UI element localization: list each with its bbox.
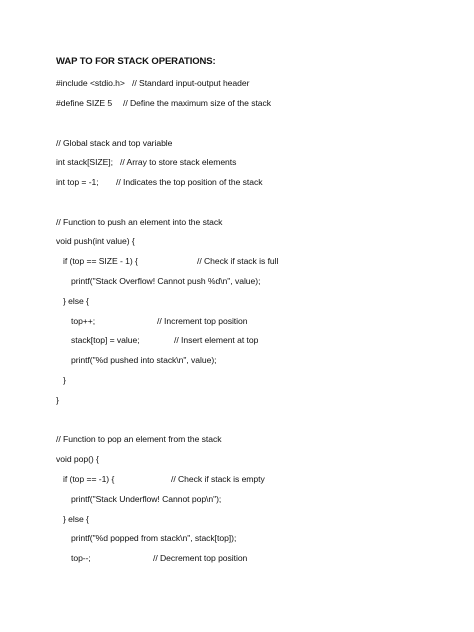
code-text: } else { (63, 296, 89, 306)
code-comment: // Check if stack is full (197, 256, 279, 266)
code-line-top-decl (56, 177, 263, 221)
code-comment: // Indicates the top position of the stack (116, 177, 263, 187)
code-text: } (63, 375, 66, 385)
document-title: WAP TO FOR STACK OPERATIONS: (56, 56, 216, 67)
code-text: top--; (71, 553, 91, 563)
code-text: printf("Stack Underflow! Cannot pop\n"); (71, 494, 222, 504)
code-text: if (top == -1) { (63, 474, 115, 484)
code-comment: // Increment top position (157, 316, 248, 326)
code-comment: // Array to store stack elements (120, 157, 237, 167)
code-text: printf("Stack Overflow! Cannot push %d\n", value); (71, 276, 261, 286)
code-text: stack[top] = value; (71, 335, 140, 345)
code-comment: // Insert element at top (174, 335, 259, 345)
code-line-push-close (56, 395, 65, 428)
code-text: // Function to push an element into the stack (56, 217, 223, 227)
code-text: if (top == SIZE - 1) { (63, 256, 138, 266)
code-text: #include <stdio.h> (56, 78, 125, 88)
code-text: printf("%d popped from stack\n", stack[top]); (71, 533, 237, 543)
code-text: void push(int value) { (56, 236, 135, 246)
code-text: void pop() { (56, 454, 99, 464)
code-text: int top = -1; (56, 177, 99, 187)
code-comment: // Define the maximum size of the stack (123, 98, 272, 108)
code-text: int stack[SIZE]; (56, 157, 113, 167)
code-text: } (56, 395, 59, 405)
code-comment: // Check if stack is empty (171, 474, 265, 484)
code-comment: // Standard input-output header (132, 78, 250, 88)
code-text: printf("%d pushed into stack\n", value); (71, 355, 217, 365)
code-text: // Global stack and top variable (56, 138, 173, 148)
code-text: // Function to pop an element from the stack (56, 434, 222, 444)
code-text: #define SIZE 5 (56, 98, 113, 108)
code-text: } else { (63, 514, 89, 524)
code-line-push-printf (71, 355, 217, 388)
code-comment: // Decrement top position (153, 553, 248, 563)
code-line-pop-decrement (71, 553, 248, 597)
code-text: top++; (71, 316, 96, 326)
code-line-define (56, 98, 272, 142)
